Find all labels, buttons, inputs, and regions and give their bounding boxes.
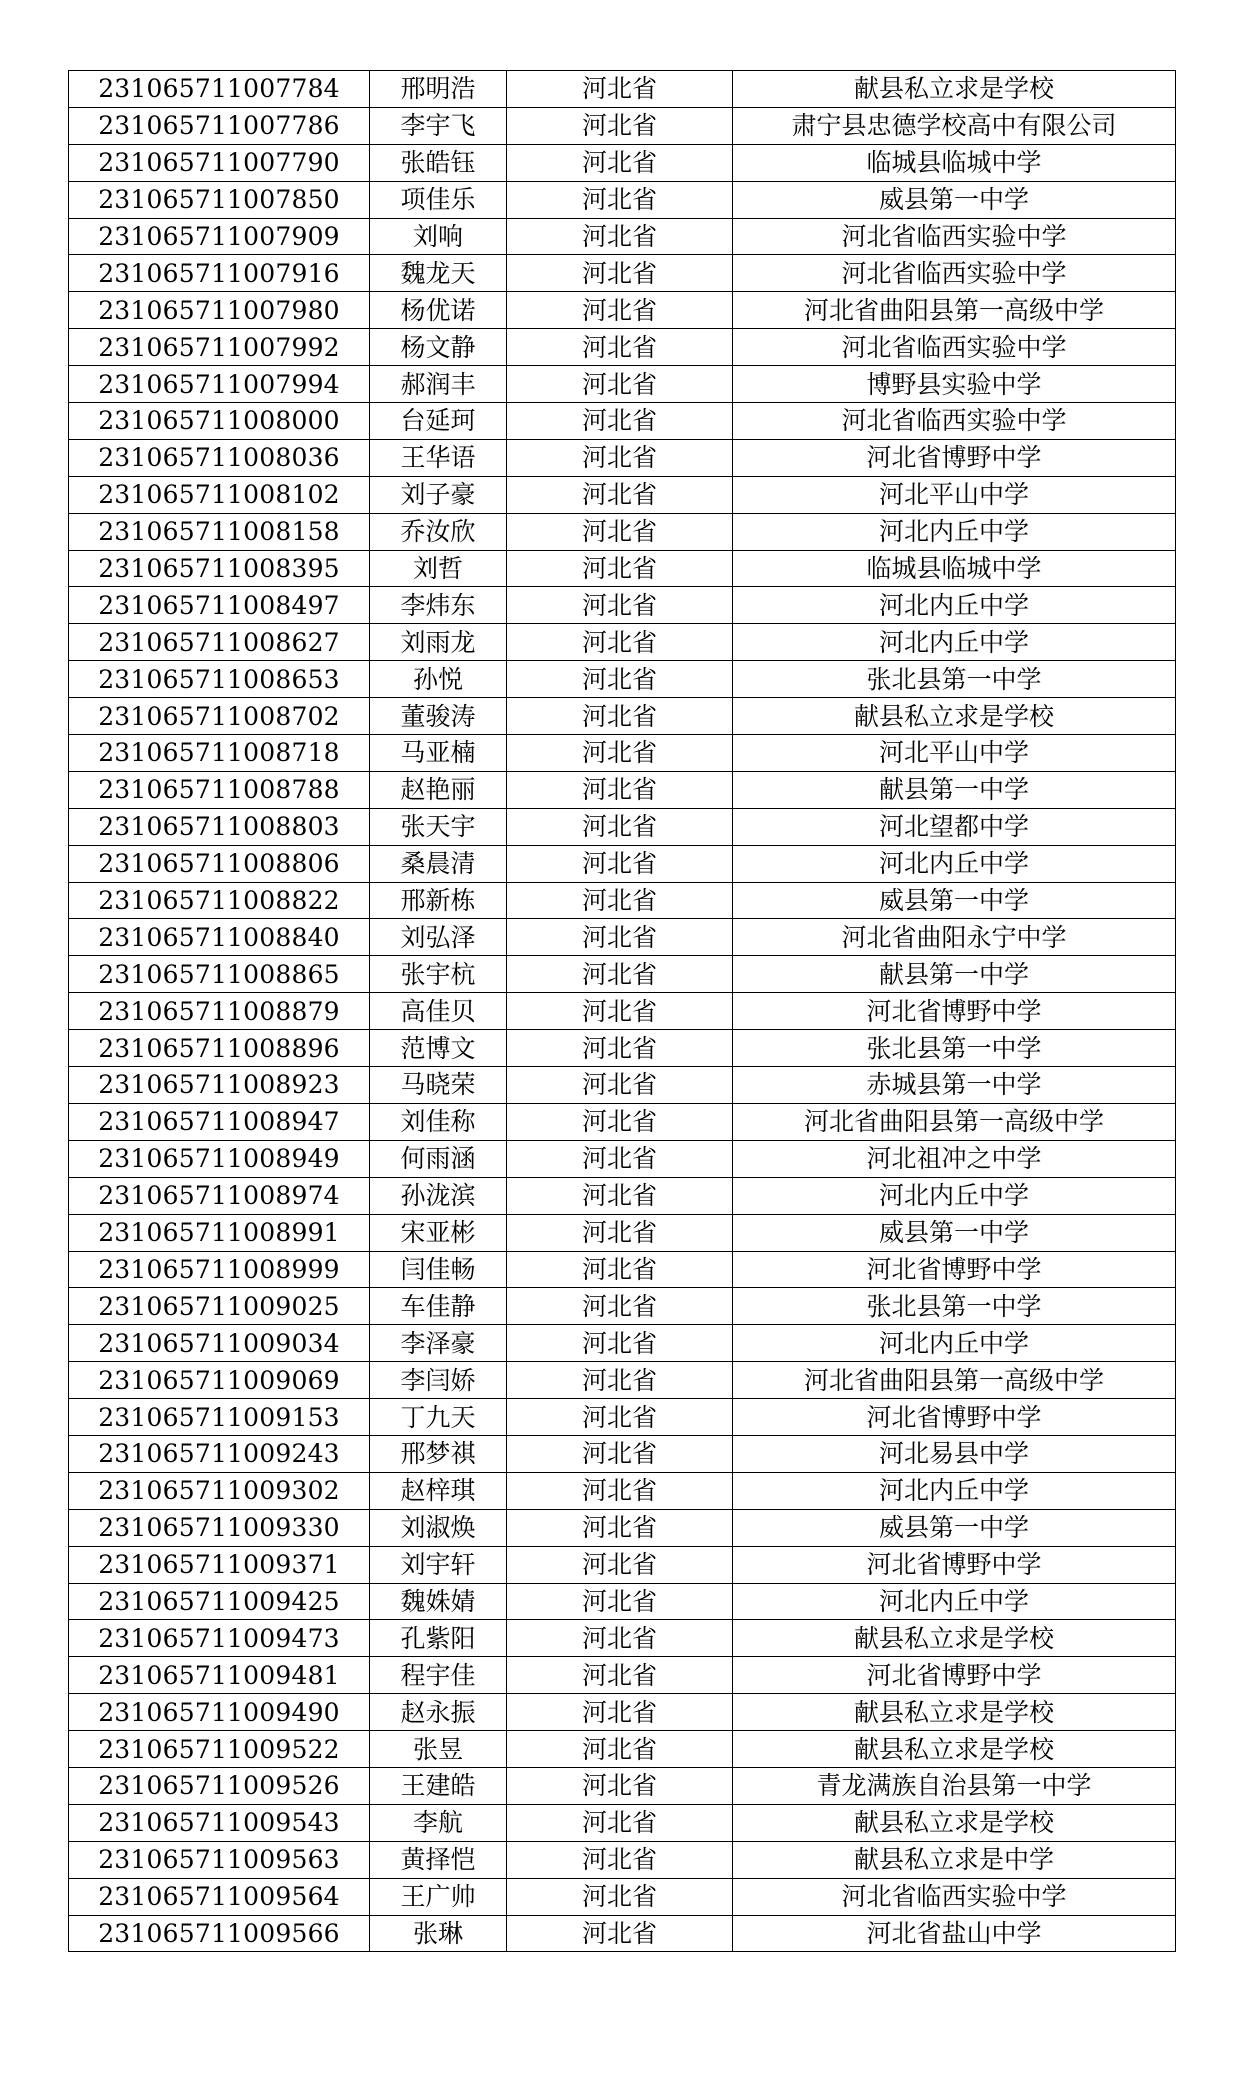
province-cell: 河北省: [507, 513, 733, 550]
province-cell: 河北省: [507, 1177, 733, 1214]
student-name-cell: 赵梓琪: [370, 1472, 507, 1509]
student-name-cell: 李宇飞: [370, 107, 507, 144]
student-id-cell: 231065711009473: [69, 1620, 370, 1657]
table-row: [69, 255, 1176, 292]
province-cell: 河北省: [507, 993, 733, 1030]
student-name-cell: 刘佳称: [370, 1103, 507, 1140]
student-id-cell: 231065711009563: [69, 1841, 370, 1878]
table-row: [69, 845, 1176, 882]
student-name-cell: 刘雨龙: [370, 624, 507, 661]
school-cell: 献县第一中学: [733, 771, 1176, 808]
school-cell: 张北县第一中学: [733, 1288, 1176, 1325]
table-row: [69, 587, 1176, 624]
table-row: [69, 71, 1176, 108]
student-name-cell: 刘响: [370, 218, 507, 255]
province-cell: 河北省: [507, 1288, 733, 1325]
school-cell: 献县私立求是学校: [733, 1804, 1176, 1841]
student-name-cell: 魏龙天: [370, 255, 507, 292]
student-name-cell: 张天宇: [370, 808, 507, 845]
student-name-cell: 董骏涛: [370, 698, 507, 735]
school-cell: 献县第一中学: [733, 956, 1176, 993]
student-id-cell: 231065711008974: [69, 1177, 370, 1214]
province-cell: 河北省: [507, 144, 733, 181]
table-row: [69, 1767, 1176, 1804]
student-name-cell: 丁九天: [370, 1399, 507, 1436]
table-row: [69, 1399, 1176, 1436]
student-id-cell: 231065711008840: [69, 919, 370, 956]
student-name-cell: 杨优诺: [370, 292, 507, 329]
student-id-cell: 231065711008497: [69, 587, 370, 624]
table-row: [69, 624, 1176, 661]
table-row: [69, 771, 1176, 808]
province-cell: 河北省: [507, 1841, 733, 1878]
student-name-cell: 魏姝婧: [370, 1583, 507, 1620]
student-name-cell: 桑晨清: [370, 845, 507, 882]
student-id-cell: 231065711007784: [69, 71, 370, 108]
school-cell: 河北内丘中学: [733, 587, 1176, 624]
student-name-cell: 孙悦: [370, 661, 507, 698]
province-cell: 河北省: [507, 735, 733, 772]
province-cell: 河北省: [507, 1694, 733, 1731]
school-cell: 张北县第一中学: [733, 1030, 1176, 1067]
student-id-cell: 231065711008395: [69, 550, 370, 587]
school-cell: 献县私立求是中学: [733, 1841, 1176, 1878]
table-row: [69, 1362, 1176, 1399]
table-row: [69, 550, 1176, 587]
student-id-cell: 231065711009490: [69, 1694, 370, 1731]
student-id-cell: 231065711008788: [69, 771, 370, 808]
school-cell: 河北内丘中学: [733, 624, 1176, 661]
table-row: [69, 1140, 1176, 1177]
school-cell: 河北省博野中学: [733, 1251, 1176, 1288]
province-cell: 河北省: [507, 1657, 733, 1694]
student-name-cell: 赵永振: [370, 1694, 507, 1731]
province-cell: 河北省: [507, 624, 733, 661]
table-row: [69, 1325, 1176, 1362]
table-row: [69, 919, 1176, 956]
student-name-cell: 王华语: [370, 439, 507, 476]
student-name-cell: 刘哲: [370, 550, 507, 587]
student-id-cell: 231065711009025: [69, 1288, 370, 1325]
student-id-cell: 231065711008822: [69, 882, 370, 919]
student-id-cell: 231065711008718: [69, 735, 370, 772]
table-row: [69, 1841, 1176, 1878]
school-cell: 河北内丘中学: [733, 1472, 1176, 1509]
student-name-cell: 程宇佳: [370, 1657, 507, 1694]
student-id-cell: 231065711009153: [69, 1399, 370, 1436]
school-cell: 威县第一中学: [733, 882, 1176, 919]
student-id-cell: 231065711008803: [69, 808, 370, 845]
student-name-cell: 车佳静: [370, 1288, 507, 1325]
student-id-cell: 231065711007909: [69, 218, 370, 255]
table-row: [69, 1509, 1176, 1546]
province-cell: 河北省: [507, 329, 733, 366]
student-id-cell: 231065711007992: [69, 329, 370, 366]
table-row: [69, 1251, 1176, 1288]
school-cell: 河北平山中学: [733, 476, 1176, 513]
student-id-cell: 231065711008627: [69, 624, 370, 661]
table-row: [69, 1067, 1176, 1104]
student-name-cell: 李航: [370, 1804, 507, 1841]
student-id-cell: 231065711007980: [69, 292, 370, 329]
province-cell: 河北省: [507, 403, 733, 440]
school-cell: 河北省曲阳县第一高级中学: [733, 292, 1176, 329]
student-name-cell: 乔汝欣: [370, 513, 507, 550]
table-row: [69, 1546, 1176, 1583]
school-cell: 河北省博野中学: [733, 1657, 1176, 1694]
school-cell: 河北内丘中学: [733, 1583, 1176, 1620]
school-cell: 河北平山中学: [733, 735, 1176, 772]
student-name-cell: 何雨涵: [370, 1140, 507, 1177]
student-name-cell: 宋亚彬: [370, 1214, 507, 1251]
student-name-cell: 刘子豪: [370, 476, 507, 513]
school-cell: 临城县临城中学: [733, 550, 1176, 587]
student-id-cell: 231065711008036: [69, 439, 370, 476]
table-row: [69, 1583, 1176, 1620]
student-name-cell: 李炜东: [370, 587, 507, 624]
province-cell: 河北省: [507, 1878, 733, 1915]
student-id-cell: 231065711008102: [69, 476, 370, 513]
province-cell: 河北省: [507, 476, 733, 513]
student-id-cell: 231065711009564: [69, 1878, 370, 1915]
student-name-cell: 邢梦祺: [370, 1435, 507, 1472]
school-cell: 河北内丘中学: [733, 1177, 1176, 1214]
table-row: [69, 1472, 1176, 1509]
student-id-cell: 231065711009243: [69, 1435, 370, 1472]
province-cell: 河北省: [507, 808, 733, 845]
student-id-cell: 231065711009330: [69, 1509, 370, 1546]
table-row: [69, 1694, 1176, 1731]
province-cell: 河北省: [507, 1731, 733, 1768]
student-id-cell: 231065711007790: [69, 144, 370, 181]
school-cell: 河北省曲阳县第一高级中学: [733, 1362, 1176, 1399]
student-name-cell: 高佳贝: [370, 993, 507, 1030]
student-name-cell: 闫佳畅: [370, 1251, 507, 1288]
province-cell: 河北省: [507, 292, 733, 329]
table-row: [69, 993, 1176, 1030]
student-id-cell: 231065711008949: [69, 1140, 370, 1177]
province-cell: 河北省: [507, 1251, 733, 1288]
school-cell: 河北内丘中学: [733, 845, 1176, 882]
student-name-cell: 杨文静: [370, 329, 507, 366]
province-cell: 河北省: [507, 1435, 733, 1472]
school-cell: 献县私立求是学校: [733, 1620, 1176, 1657]
student-name-cell: 刘弘泽: [370, 919, 507, 956]
table-row: [69, 1214, 1176, 1251]
student-id-cell: 231065711009543: [69, 1804, 370, 1841]
school-cell: 河北省盐山中学: [733, 1915, 1176, 1952]
table-row: [69, 1878, 1176, 1915]
province-cell: 河北省: [507, 1472, 733, 1509]
student-name-cell: 刘淑焕: [370, 1509, 507, 1546]
province-cell: 河北省: [507, 1509, 733, 1546]
student-id-cell: 231065711007916: [69, 255, 370, 292]
table-row: [69, 1620, 1176, 1657]
province-cell: 河北省: [507, 1399, 733, 1436]
student-id-cell: 231065711009481: [69, 1657, 370, 1694]
table-row: [69, 476, 1176, 513]
student-id-cell: 231065711008806: [69, 845, 370, 882]
student-id-cell: 231065711008947: [69, 1103, 370, 1140]
school-cell: 河北省临西实验中学: [733, 255, 1176, 292]
province-cell: 河北省: [507, 366, 733, 403]
province-cell: 河北省: [507, 1030, 733, 1067]
province-cell: 河北省: [507, 1915, 733, 1952]
table-row: [69, 439, 1176, 476]
province-cell: 河北省: [507, 1362, 733, 1399]
table-row: [69, 1288, 1176, 1325]
province-cell: 河北省: [507, 1583, 733, 1620]
province-cell: 河北省: [507, 71, 733, 108]
student-name-cell: 王建皓: [370, 1767, 507, 1804]
roster-body: [69, 71, 1176, 1952]
student-name-cell: 马亚楠: [370, 735, 507, 772]
province-cell: 河北省: [507, 845, 733, 882]
student-id-cell: 231065711009371: [69, 1546, 370, 1583]
student-name-cell: 赵艳丽: [370, 771, 507, 808]
school-cell: 河北易县中学: [733, 1435, 1176, 1472]
table-row: [69, 661, 1176, 698]
school-cell: 河北省博野中学: [733, 993, 1176, 1030]
province-cell: 河北省: [507, 882, 733, 919]
student-id-cell: 231065711007786: [69, 107, 370, 144]
school-cell: 河北内丘中学: [733, 513, 1176, 550]
school-cell: 河北祖冲之中学: [733, 1140, 1176, 1177]
student-id-cell: 231065711008896: [69, 1030, 370, 1067]
province-cell: 河北省: [507, 919, 733, 956]
table-row: [69, 808, 1176, 845]
student-id-cell: 231065711009302: [69, 1472, 370, 1509]
school-cell: 临城县临城中学: [733, 144, 1176, 181]
province-cell: 河北省: [507, 956, 733, 993]
student-name-cell: 黄择恺: [370, 1841, 507, 1878]
student-id-cell: 231065711007994: [69, 366, 370, 403]
table-row: [69, 513, 1176, 550]
school-cell: 河北省博野中学: [733, 1399, 1176, 1436]
province-cell: 河北省: [507, 1140, 733, 1177]
school-cell: 献县私立求是学校: [733, 698, 1176, 735]
table-row: [69, 329, 1176, 366]
student-name-cell: 邢新栋: [370, 882, 507, 919]
school-cell: 献县私立求是学校: [733, 71, 1176, 108]
student-id-cell: 231065711009566: [69, 1915, 370, 1952]
province-cell: 河北省: [507, 661, 733, 698]
table-row: [69, 698, 1176, 735]
student-name-cell: 李泽豪: [370, 1325, 507, 1362]
table-row: [69, 735, 1176, 772]
table-row: [69, 366, 1176, 403]
province-cell: 河北省: [507, 1214, 733, 1251]
student-id-cell: 231065711008879: [69, 993, 370, 1030]
school-cell: 河北省博野中学: [733, 1546, 1176, 1583]
province-cell: 河北省: [507, 1804, 733, 1841]
table-row: [69, 1804, 1176, 1841]
table-row: [69, 218, 1176, 255]
school-cell: 威县第一中学: [733, 1214, 1176, 1251]
table-row: [69, 403, 1176, 440]
student-id-cell: 231065711008653: [69, 661, 370, 698]
student-name-cell: 马晓荣: [370, 1067, 507, 1104]
school-cell: 河北省博野中学: [733, 439, 1176, 476]
student-name-cell: 李闫娇: [370, 1362, 507, 1399]
student-id-cell: 231065711009069: [69, 1362, 370, 1399]
student-name-cell: 项佳乐: [370, 181, 507, 218]
table-row: [69, 882, 1176, 919]
province-cell: 河北省: [507, 1620, 733, 1657]
school-cell: 赤城县第一中学: [733, 1067, 1176, 1104]
school-cell: 河北内丘中学: [733, 1325, 1176, 1362]
student-name-cell: 孙泷滨: [370, 1177, 507, 1214]
student-id-cell: 231065711009034: [69, 1325, 370, 1362]
school-cell: 河北省临西实验中学: [733, 218, 1176, 255]
table-row: [69, 1435, 1176, 1472]
student-name-cell: 台延珂: [370, 403, 507, 440]
table-row: [69, 107, 1176, 144]
school-cell: 河北省曲阳县第一高级中学: [733, 1103, 1176, 1140]
province-cell: 河北省: [507, 550, 733, 587]
table-row: [69, 1030, 1176, 1067]
student-name-cell: 张昱: [370, 1731, 507, 1768]
student-name-cell: 范博文: [370, 1030, 507, 1067]
student-id-cell: 231065711008991: [69, 1214, 370, 1251]
student-id-cell: 231065711008865: [69, 956, 370, 993]
student-name-cell: 张琳: [370, 1915, 507, 1952]
province-cell: 河北省: [507, 181, 733, 218]
school-cell: 河北望都中学: [733, 808, 1176, 845]
school-cell: 献县私立求是学校: [733, 1731, 1176, 1768]
school-cell: 张北县第一中学: [733, 661, 1176, 698]
school-cell: 博野县实验中学: [733, 366, 1176, 403]
table-row: [69, 1177, 1176, 1214]
province-cell: 河北省: [507, 1325, 733, 1362]
province-cell: 河北省: [507, 107, 733, 144]
school-cell: 河北省临西实验中学: [733, 329, 1176, 366]
student-name-cell: 王广帅: [370, 1878, 507, 1915]
student-id-cell: 231065711009425: [69, 1583, 370, 1620]
student-name-cell: 刘宇轩: [370, 1546, 507, 1583]
table-row: [69, 292, 1176, 329]
student-name-cell: 邢明浩: [370, 71, 507, 108]
table-row: [69, 1731, 1176, 1768]
table-row: [69, 956, 1176, 993]
school-cell: 威县第一中学: [733, 181, 1176, 218]
province-cell: 河北省: [507, 1546, 733, 1583]
province-cell: 河北省: [507, 218, 733, 255]
student-id-cell: 231065711008158: [69, 513, 370, 550]
student-name-cell: 孔紫阳: [370, 1620, 507, 1657]
province-cell: 河北省: [507, 255, 733, 292]
school-cell: 河北省临西实验中学: [733, 1878, 1176, 1915]
table-row: [69, 181, 1176, 218]
province-cell: 河北省: [507, 587, 733, 624]
student-id-cell: 231065711009522: [69, 1731, 370, 1768]
province-cell: 河北省: [507, 698, 733, 735]
school-cell: 献县私立求是学校: [733, 1694, 1176, 1731]
student-name-cell: 张宇杭: [370, 956, 507, 993]
student-name-cell: 郝润丰: [370, 366, 507, 403]
school-cell: 河北省临西实验中学: [733, 403, 1176, 440]
table-row: [69, 144, 1176, 181]
table-row: [69, 1915, 1176, 1952]
student-id-cell: 231065711008923: [69, 1067, 370, 1104]
province-cell: 河北省: [507, 771, 733, 808]
student-id-cell: 231065711008000: [69, 403, 370, 440]
table-row: [69, 1657, 1176, 1694]
student-id-cell: 231065711008999: [69, 1251, 370, 1288]
school-cell: 威县第一中学: [733, 1509, 1176, 1546]
province-cell: 河北省: [507, 1067, 733, 1104]
student-name-cell: 张皓钰: [370, 144, 507, 181]
student-id-cell: 231065711008702: [69, 698, 370, 735]
student-id-cell: 231065711007850: [69, 181, 370, 218]
school-cell: 青龙满族自治县第一中学: [733, 1767, 1176, 1804]
student-roster-table: [68, 70, 1176, 1952]
province-cell: 河北省: [507, 1103, 733, 1140]
province-cell: 河北省: [507, 1767, 733, 1804]
school-cell: 肃宁县忠德学校高中有限公司: [733, 107, 1176, 144]
school-cell: 河北省曲阳永宁中学: [733, 919, 1176, 956]
table-row: [69, 1103, 1176, 1140]
province-cell: 河北省: [507, 439, 733, 476]
student-id-cell: 231065711009526: [69, 1767, 370, 1804]
